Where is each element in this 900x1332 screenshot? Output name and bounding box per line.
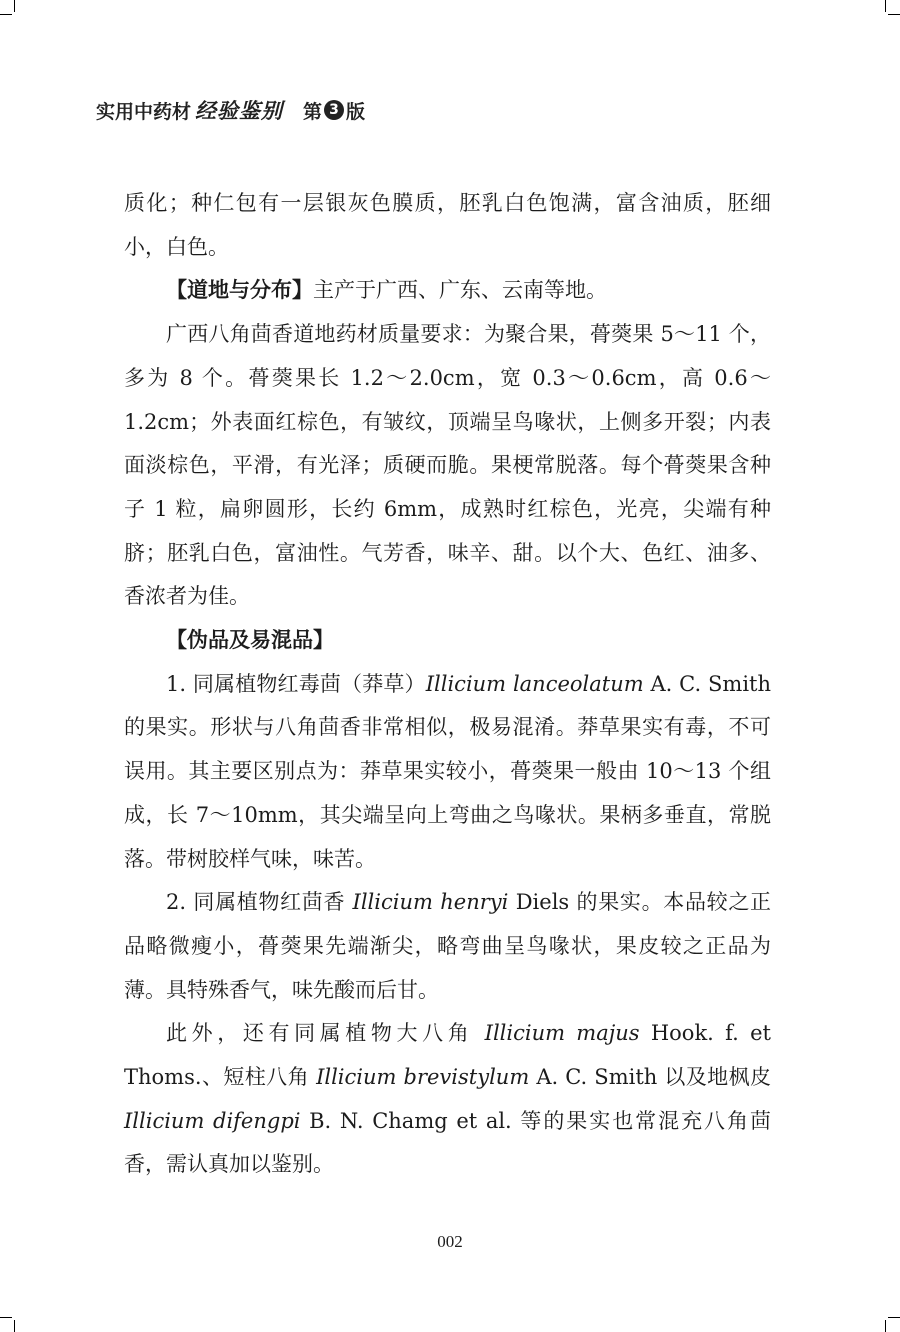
running-header (96, 92, 365, 128)
paragraph-continued: 质化；种仁包有一层银灰色膜质，胚乳白色饱满，富含油质，胚细小，白色。 (124, 191, 771, 259)
crop-mark (0, 14, 12, 15)
section-heading-counterfeit: 【伪品及易混品】 (166, 628, 334, 653)
paragraph-distribution: 【道地与分布】主产于广西、广东、云南等地。 (166, 278, 607, 303)
paragraph-item-1: 1. 同属植物红毒茴（莽草）Illicium lanceolatum A. C. Smith 的果实。形状与八角茴香非常相似，极易混淆。莽草果实有毒，不可误用。其主要区别点为：莽草果实较小，蓇葖果一般由 10～13 个组成，长 7～10mm，其尖端呈向上弯曲之鸟喙状。果柄多垂直，常脱落。带树胶样气味，味苦。 (124, 671, 772, 871)
book-title-script: 经验鉴别 (195, 98, 284, 123)
latin-name: Illicium brevistylum (316, 1065, 530, 1090)
paragraph-others: 此外，还有同属植物大八角 Illicium majus Hook. f. et Thoms.、短柱八角 Illicium brevistylum A. C. Smith 以及地枫皮 Illicium difengpi B. N. Chamg et al. 等的果实也常混充八角茴香，需认真加以鉴别。 (124, 1021, 771, 1177)
paragraph-item-2: 2. 同属植物红茴香 Illicium henryi Diels 的果实。本品较之正品略微瘦小，蓇葖果先端渐尖，略弯曲呈鸟喙状，果皮较之正品为薄。具特殊香气，味先酸而后甘。 (124, 890, 772, 1002)
crop-mark (888, 14, 900, 15)
crop-mark (885, 1320, 886, 1332)
section-heading-distribution: 【道地与分布】 (166, 278, 313, 303)
crop-mark (888, 1317, 900, 1318)
paragraph-counterfeit-heading (124, 619, 771, 663)
paragraph-quality: 广西八角茴香道地药材质量要求：为聚合果，蓇葖果 5～11 个，多为 8 个。蓇葖果长 1.2～2.0cm，宽 0.3～0.6cm，高 0.6～1.2cm；外表面红棕色，有皱纹，顶端呈鸟喙状，上侧多开裂；内表面淡棕色，平滑，有光泽；质硬而脆。果梗常脱落。每个蓇葖果含种子 1 粒，扁卵圆形，长约 6mm，成熟时红棕色，光亮，尖端有种脐；胚乳白色，富油性。气芳香，味辛、甜。以个大、色红、油多、香浓者为佳。 (124, 322, 771, 609)
latin-name: Illicium majus (484, 1021, 640, 1046)
page-number: 002 (437, 1232, 463, 1251)
edition-label: 第 3 版 (303, 100, 366, 123)
crop-mark (885, 0, 886, 12)
latin-name: Illicium difengpi (124, 1108, 301, 1133)
latin-name: Illicium henryi (352, 890, 509, 915)
page-body (124, 182, 771, 1187)
book-title: 实用中药材 (96, 100, 192, 123)
latin-name: Illicium lanceolatum (425, 671, 644, 696)
edition-number-badge: 3 (324, 100, 344, 120)
crop-mark (0, 1317, 12, 1318)
crop-mark (14, 1320, 15, 1332)
crop-mark (14, 0, 15, 12)
